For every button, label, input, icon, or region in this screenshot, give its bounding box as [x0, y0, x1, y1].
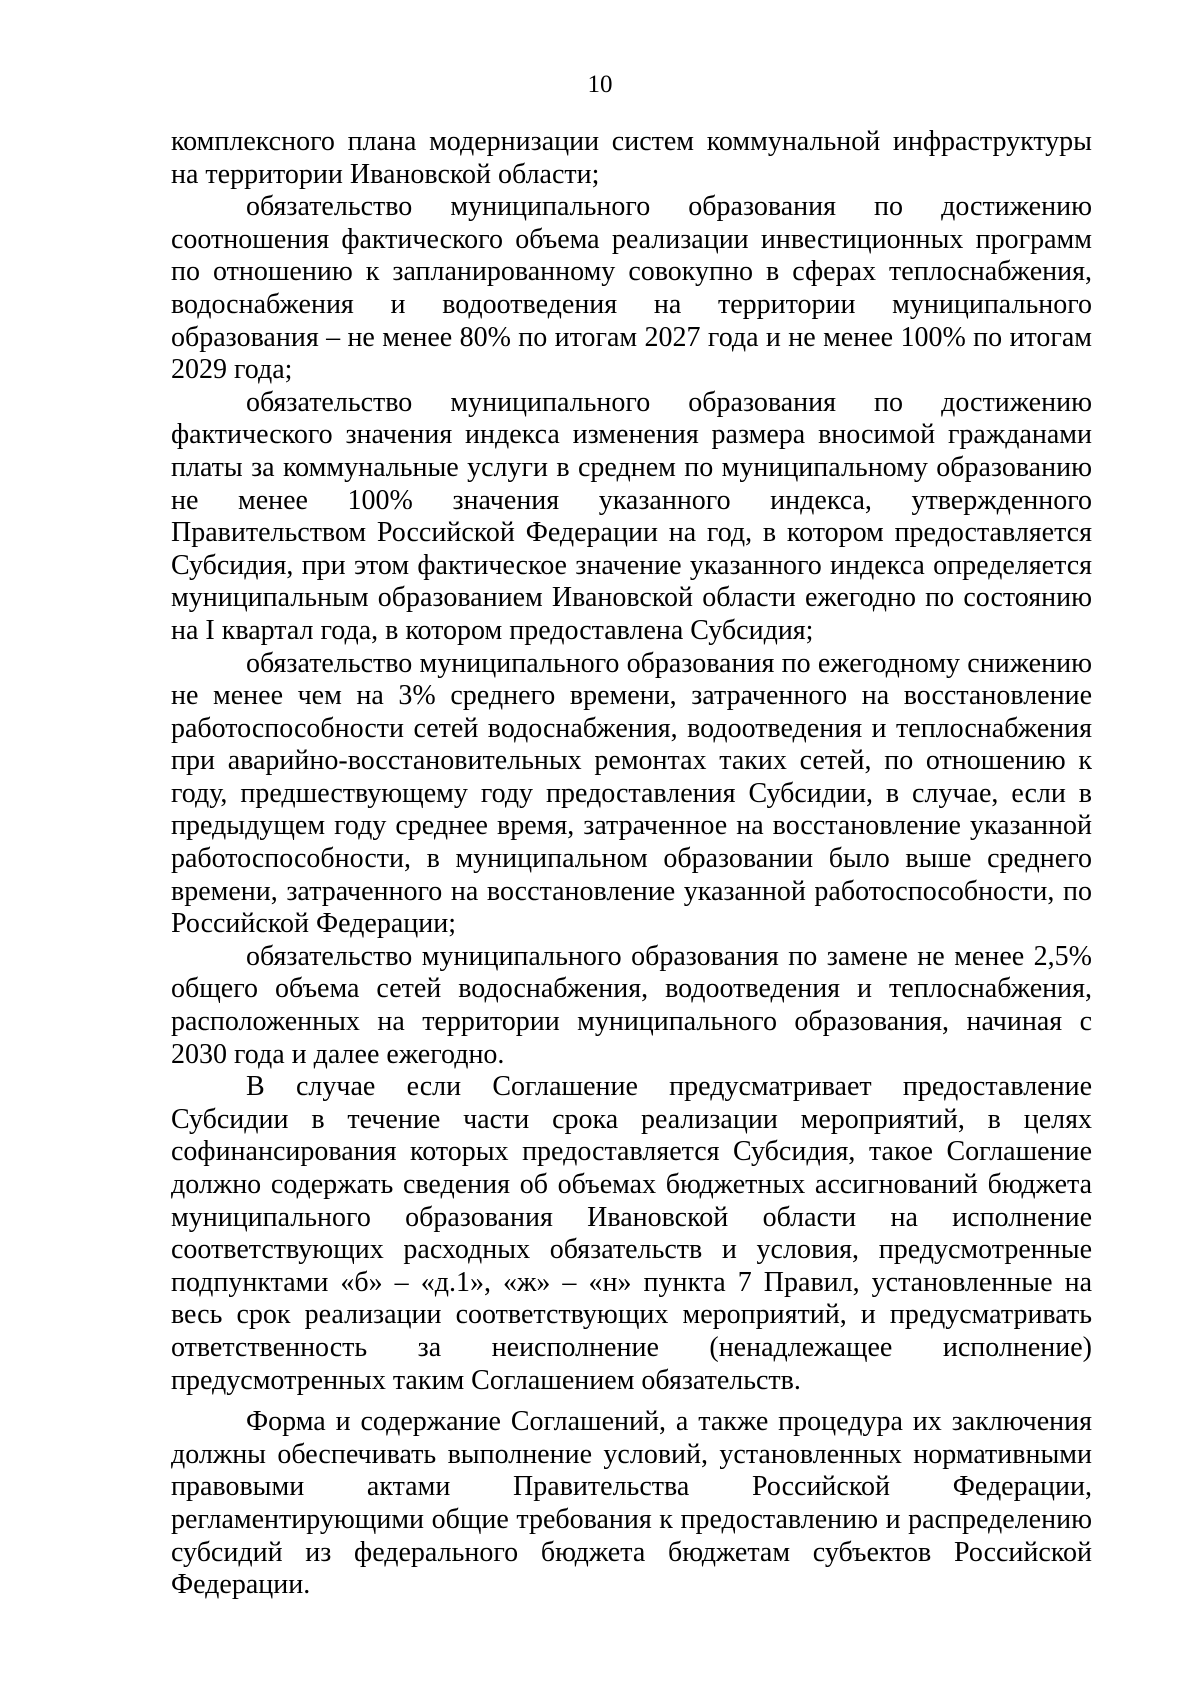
paragraph-investment-programs-obligation: обязательство муниципального образования по достижению соотношения фактического объема реализации инвестиционных программ по отношению к запланированному совокупно в сферах теплоснабжения, водоснабжения и водоотведения на территории муниципального образования – не менее 80% по итогам 2027 года и не менее 100% по итогам 2029 года; [171, 191, 1092, 386]
paragraph-utility-fee-index-obligation: обязательство муниципального образования по достижению фактического значения индекса изменения размера вносимой гражданами платы за коммунальные услуги в среднем по муниципальному образованию не менее 100% значения указанного индекса, утвержденного Правительством Российской Федерации на год, в котором предоставляется Субсидия, при этом фактическое значение указанного индекса определяется муниципальным образованием Ивановской области ежегодно по состоянию на I квартал года, в котором предоставлена Субсидия; [171, 386, 1092, 646]
paragraph-restoration-time-obligation: обязательство муниципального образования по ежегодному снижению не менее чем на 3% среднего времени, затраченного на восстановление работоспособности сетей водоснабжения, водоотведения и теплоснабжения при аварийно-восстановительных ремонтах таких сетей, по отношению к году, предшествующему году предоставления Субсидии, в случае, если в предыдущем году среднее время, затраченное на восстановление указанной работоспособности, в муниципальном образовании было выше среднего времени, затраченного на восстановление указанной работоспособности, по Российской Федерации; [171, 647, 1092, 940]
paragraph-agreement-partial-term: В случае если Соглашение предусматривает предоставление Субсидии в течение части срока реализации мероприятий, в целях софинансирования которых предоставляется Субсидия, такое Соглашение должно содержать сведения об объемах бюджетных ассигнований бюджета муниципального образования Ивановской области на исполнение соответствующих расходных обязательств и условия, предусмотренные подпунктами «б» – «д.1», «ж» – «н» пункта 7 Правил, установленные на весь срок реализации соответствующих мероприятий, и предусматривать ответственность за неисполнение (ненадлежащее исполнение) предусмотренных таким Соглашением обязательств. [171, 1071, 1092, 1396]
paragraph-continuation: комплексного плана модернизации систем коммунальной инфраструктуры на территории Ивановской области; [171, 126, 1092, 190]
paragraph-agreement-form: Форма и содержание Соглашений, а также процедура их заключения должны обеспечивать выполнение условий, установленных нормативными правовыми актами Правительства Российской Федерации, регламентирующими общие требования к предоставлению и распределению субсидий из федерального бюджета бюджетам субъектов Российской Федерации. [171, 1406, 1092, 1601]
document-body [171, 126, 1092, 1602]
paragraph-network-replacement-obligation: обязательство муниципального образования по замене не менее 2,5% общего объема сетей водоснабжения, водоотведения и теплоснабжения, расположенных на территории муниципального образования, начиная с 2030 года и далее ежегодно. [171, 940, 1092, 1070]
page-number: 10 [587, 71, 613, 98]
